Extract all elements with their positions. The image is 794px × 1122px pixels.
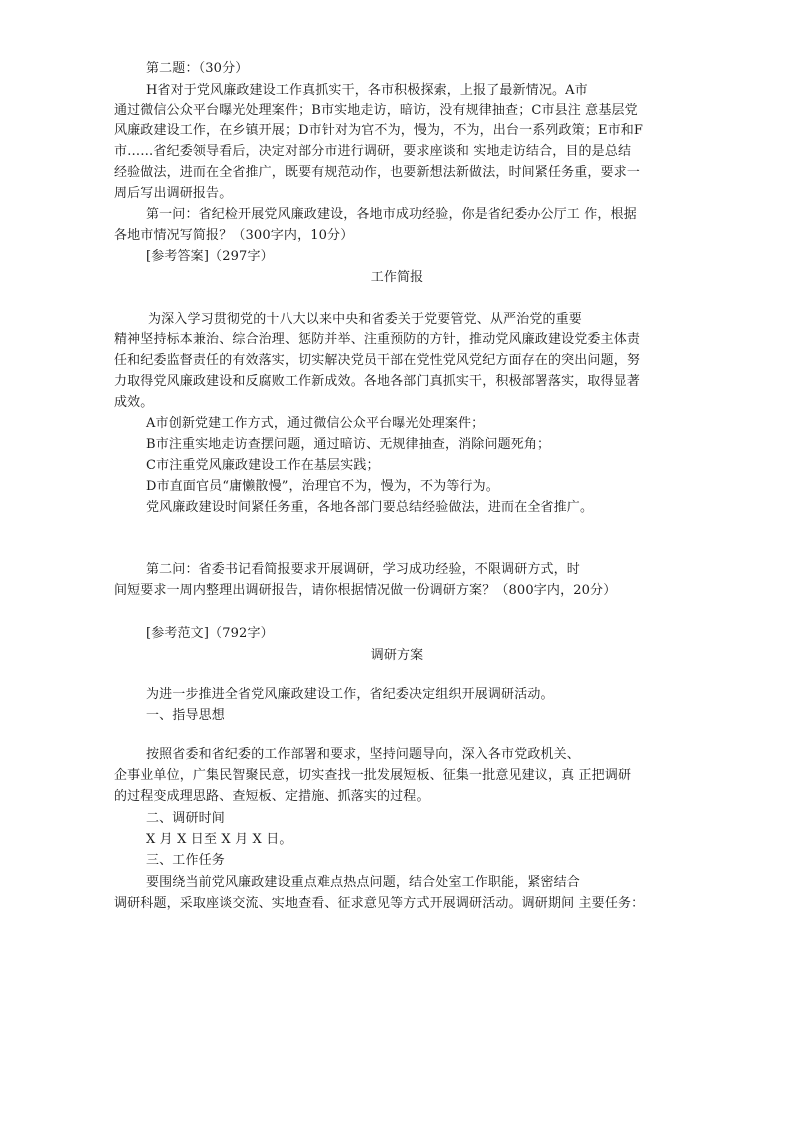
briefing-item: B市注重实地走访查摆问题，通过暗访、无规律抽查，消除问题死角； bbox=[146, 437, 551, 452]
intro-line: 通过微信公众平台曝光处理案件；B市实地走访，暗访，没有规律抽查；C市县注 意基层党 bbox=[114, 103, 638, 118]
sub1-title: 工作简报 bbox=[370, 270, 424, 285]
intro-line: 市……省纪委领导看后，决定对部分市进行调研，要求座谈和 实地走访结合，目的是总结 bbox=[114, 144, 632, 159]
sub1-question-line: 各地市情况写简报？（300字内，10分） bbox=[114, 228, 354, 243]
question-heading: 第二题：（30分） bbox=[146, 61, 249, 76]
briefing-item: A市创新党建工作方式，通过微信公众平台曝光处理案件； bbox=[146, 416, 485, 431]
plan-opening: 为进一步推进全省党风廉政建设工作，省纪委决定组织开展调研活动。 bbox=[146, 687, 554, 702]
intro-line: 经验做法，进而在全省推广，既要有规范动作，也要新想法新做法，时间紧任务重，要求一 bbox=[114, 165, 641, 180]
section-body-line: 按照省委和省纪委的工作部署和要求，坚持问题导向，深入各市党政机关、 bbox=[146, 747, 580, 762]
section-heading: 三、工作任务 bbox=[146, 853, 225, 868]
briefing-body-line: 成效。 bbox=[114, 395, 154, 410]
section-body-line: 企事业单位，广集民智聚民意，切实查找一批发展短板、征集一批意见建议，真 正把调研 bbox=[114, 768, 632, 783]
briefing-body-line: 为深入学习贯彻党的十八大以来中央和省委关于党要管党、从严治党的重要 bbox=[148, 312, 582, 327]
briefing-item: C市注重党风廉政建设工作在基层实践； bbox=[146, 458, 380, 473]
briefing-body-line: 力取得党风廉政建设和反腐败工作新成效。各地各部门真抓实干，积极部署落实，取得显著 bbox=[114, 374, 641, 389]
briefing-body-line: 精神坚持标本兼治、综合治理、惩防并举、注重预防的方针，推动党风廉政建设党委主体责 bbox=[114, 332, 641, 347]
sub1-question-line: 第一问：省纪检开展党风廉政建设，各地市成功经验，你是省纪委办公厅工 作，根据 bbox=[146, 207, 637, 222]
sub2-question-line: 间短要求一周内整理出调研报告，请你根据情况做一份调研方案？（800字内，20分） bbox=[114, 583, 617, 598]
sub1-answer-label: [参考答案]（297字） bbox=[146, 249, 274, 264]
briefing-item: 党风廉政建设时间紧任务重，各地各部门要总结经验做法，进而在全省推广。 bbox=[146, 500, 594, 515]
intro-line: H省对于党风廉政建设工作真抓实干，各市积极探索，上报了最新情况。A市 bbox=[146, 83, 588, 98]
section-heading: 一、指导思想 bbox=[146, 708, 225, 723]
briefing-body-line: 任和纪委监督责任的有效落实，切实解决党员干部在党性党风党纪方面存在的突出问题，努 bbox=[114, 353, 641, 368]
section-heading: 二、调研时间 bbox=[146, 811, 225, 826]
briefing-item: D市直面官员“庸懒散慢”，治理官不为，慢为，不为等行为。 bbox=[146, 479, 499, 494]
sub2-question-line: 第二问：省委书记看简报要求开展调研，学习成功经验，不限调研方式，时 bbox=[146, 562, 580, 577]
sub2-answer-label: [参考范文]（792字） bbox=[146, 626, 274, 641]
intro-line: 周后写出调研报告。 bbox=[114, 186, 233, 201]
intro-line: 风廉政建设工作，在乡镇开展；D市针对为官不为，慢为，不为，出台一系列政策；E市和F bbox=[114, 123, 644, 138]
sub2-title: 调研方案 bbox=[370, 648, 424, 663]
section-body-line: 的过程变成理思路、查短板、定措施、抓落实的过程。 bbox=[114, 789, 430, 804]
section-body-line: X 月 X 日至 X 月 X 日。 bbox=[146, 832, 293, 847]
section-body-line: 要围绕当前党风廉政建设重点难点热点问题，结合处室工作职能，紧密结合 bbox=[146, 875, 580, 890]
section-body-line: 调研科题，采取座谈交流、实地查看、征求意见等方式开展调研活动。调研期间 主要任务： bbox=[114, 896, 645, 911]
